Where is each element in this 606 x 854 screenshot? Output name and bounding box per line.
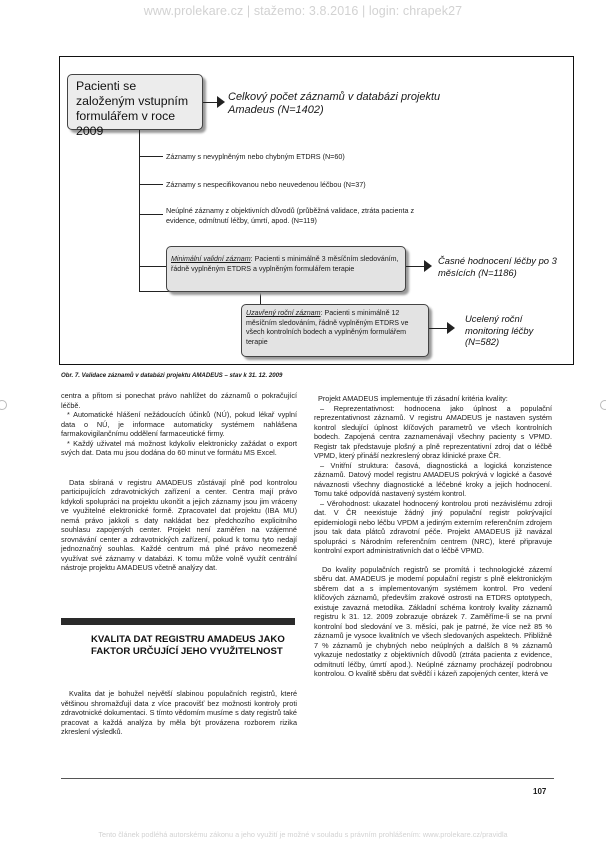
- watermark-bottom: Tento článek podléhá autorskému zákonu a jeho využití je možné v souladu s právním prohlášením: www.prolekare.cz/pravidla: [98, 830, 508, 839]
- yearly-record-text: [246, 309, 426, 347]
- arrow-line-valid: [406, 266, 426, 267]
- exclusion-note-3: Neúplné záznamy z objektivních důvodů (průběžná validace, ztráta pacienta z evidence, odmítnutí léčby, úmrtí, apod. (N=119): [166, 206, 415, 225]
- valid-outcome: Časné hodnocení léčby po 3 měsících (N=1186): [438, 255, 557, 278]
- registration-mark-right: [600, 400, 606, 410]
- right-paragraph-3: – Vnitřní struktura: časová, diagnostická a logická konzistence záznamů. Datový model registru AMADEUS pokrývá v logické a časové návaznosti všechny diagnostické a léčebné kroky a jejich hodnocení. Tomu také odpovídá nastavený systém kontrol.: [314, 460, 552, 498]
- exclusion-note-2: Záznamy s nespecifikovanou nebo neuvedenou léčbou (N=37): [166, 180, 366, 189]
- section-heading: KVALITA DAT REGISTRU AMADEUS JAKO FAKTOR URČUJÍCÍ JEHO VYUŽITELNOST: [61, 618, 295, 657]
- valid-record-description: : Pacienti s minimálně 3 měsíčním sledováním, řádně vyplněným ETDRS a vyplněným formulářem terapie: [171, 255, 399, 273]
- branch-line-1: [139, 156, 163, 157]
- flow-diagram: [59, 56, 574, 365]
- yearly-record-description: : Pacienti s minimálně 12 měsíčním sledováním, řádně vyplněným ETDRS ve všech kontrolních bodech a vyplněným formulářem terapie: [246, 309, 409, 346]
- valid-record-title: Minimální validní záznam: [171, 255, 251, 263]
- right-paragraph-2: – Reprezentativnost: hodnocena jako úplnost a populační reprezentativnost záznamů. V registru AMADEUS je nastaven systém kontrol sledující úplnost klíčových parametrů ve všech kontrolních bodech. Zapojená centra zaznamenávají všechny pacienty s VPMD. Registr tak představuje plošný a plně reprezentativní zdroj dat o léčbě VPMD, který přináší nezkreslený obraz klinické praxe ČR.: [314, 403, 552, 460]
- right-paragraph-4: – Věrohodnost: ukazatel hodnocený kontrolou proti nezávislému zdroji dat. V ČR neexistuje žádný jiný populační registr pokrývající epidemiologii nebo léčbu VPDM a jediným externím referenčním zdrojem jsou tak data plátců zdravotní péče. Projekt AMADEUS již navázal spolupráci s Národním referenčním centrem (NRC), které připravuje kontrolní export administrativních dat o léčbě VPMD.: [314, 498, 552, 555]
- left-paragraph-4: Data sbíraná v registru AMADEUS zůstávají plně pod kontrolou participujících zdravotnických zařízení a center. Centra mají právo kdykoli spolupráci na projektu ukončit a jejich záznamy jsou jim vráceny ve využitelné elektronické formě. Zpracovatel dat projektu (IBA MU) nemá právo jakkoli s daty nakládat bez předchozího explicitního souhlasu zapojených center. Projekt není zaměřen na vzájemné srovnávání center a zdravotnických zařízení, pokud k tomu tyto nedají jednoznačný souhlas. Každé centrum má plné právo neomezeně využívat své záznamy v databázi. K tomu může volně využít centrální nástroje projektu AMADEUS včetně analýzy dat.: [61, 477, 297, 572]
- left-paragraph-3: * Každý uživatel má možnost kdykoliv elektronicky zažádat o export svých dat. Data mu jsou dodána do 60 minut ve formátu MS Excel.: [61, 438, 297, 457]
- left-paragraph-2: * Automatické hlášení nežádoucích účinků (NÚ), pokud lékař vyplní data o NÚ, je informace automaticky systémem nahlášena farmakovigilančnímu oddělení farmaceutické firmy.: [61, 410, 297, 438]
- arrowhead-total: [217, 96, 225, 108]
- left-paragraph-1: centra a přitom si ponechat právo nahlížet do záznamů o pokračující léčbě.: [61, 391, 297, 410]
- yearly-outcome: Ucelený roční monitoring léčby (N=582): [465, 313, 534, 347]
- arrowhead-valid: [424, 260, 432, 272]
- page-number: 107: [533, 787, 547, 796]
- total-records-label: Celkový počet záznamů v databázi projektu Amadeus (N=1402): [228, 91, 441, 116]
- branch-line-2: [139, 184, 163, 185]
- right-paragraph-5: Do kvality populačních registrů se promítá i technologické zázemí sběru dat. AMADEUS je moderní populační registr s plně elektronickým sběrem dat a s implementovaným systémem kontrol. Pro vedení klíčových záznamů, především zrakové ostrosti na ETDRS optotypech, existuje zavazná metodika. Základní schéma kontroly kvality záznamů registru k 31. 12. 2009 zobrazuje obrázek 7. Zaměříme-li se na první kontrolní bod sledování ve 3. měsíci, pak je patrné, že více než 85 % záznamů je vysoce kvalitních ve všech sledovaných aspektech. Přibližně 7 % záznamů je chybných nebo neúplných a dalších 8 % záznamů vykazuje nedostatky z objektivních důvodů (ztráta pacienta z evidence, odmítnutí léčby, úmrtí apod.). Neúplné záznamy procházejí podrobnou kontrolou. O kvalitě sběru dat svědčí i kázeň zapojených center, která ve: [314, 564, 552, 678]
- left-bottom-paragraph: Kvalita dat je bohužel největší slabinou populačních registrů, které většinou shromažďují data z více pracovišť bez možnosti kontroly proti zdravotnické dokumentaci. S tímto vědomím musíme s daty registrů také pracovat a každá analýza by měla být provázena rozborem rizika zkreslení výsledků.: [61, 689, 297, 736]
- registration-mark-left: [0, 400, 7, 410]
- valid-record-text: [171, 255, 403, 274]
- figure-caption: Obr. 7. Validace záznamů v databázi projektu AMADEUS – stav k 31. 12. 2009: [61, 372, 283, 379]
- exclusion-note-1: Záznamy s nevyplněným nebo chybným ETDRS (N=60): [166, 152, 345, 161]
- arrowhead-yearly: [447, 322, 455, 334]
- branch-line-4: [139, 266, 166, 267]
- watermark-top: www.prolekare.cz | stažemo: 3.8.2016 | login: chrapek27: [143, 4, 463, 18]
- yearly-record-title: Uzavřený roční záznam: [246, 309, 321, 317]
- arrow-line-yearly: [429, 328, 449, 329]
- branch-line-3: [139, 214, 163, 215]
- right-column: [314, 394, 552, 679]
- right-paragraph-1: Projekt AMADEUS implementuje tři zásadní kritéria kvality:: [318, 394, 508, 403]
- start-box: Pacienti se založeným vstupním formulářem v roce 2009: [67, 74, 203, 130]
- left-column: [61, 391, 297, 573]
- footer-rule: [61, 778, 554, 779]
